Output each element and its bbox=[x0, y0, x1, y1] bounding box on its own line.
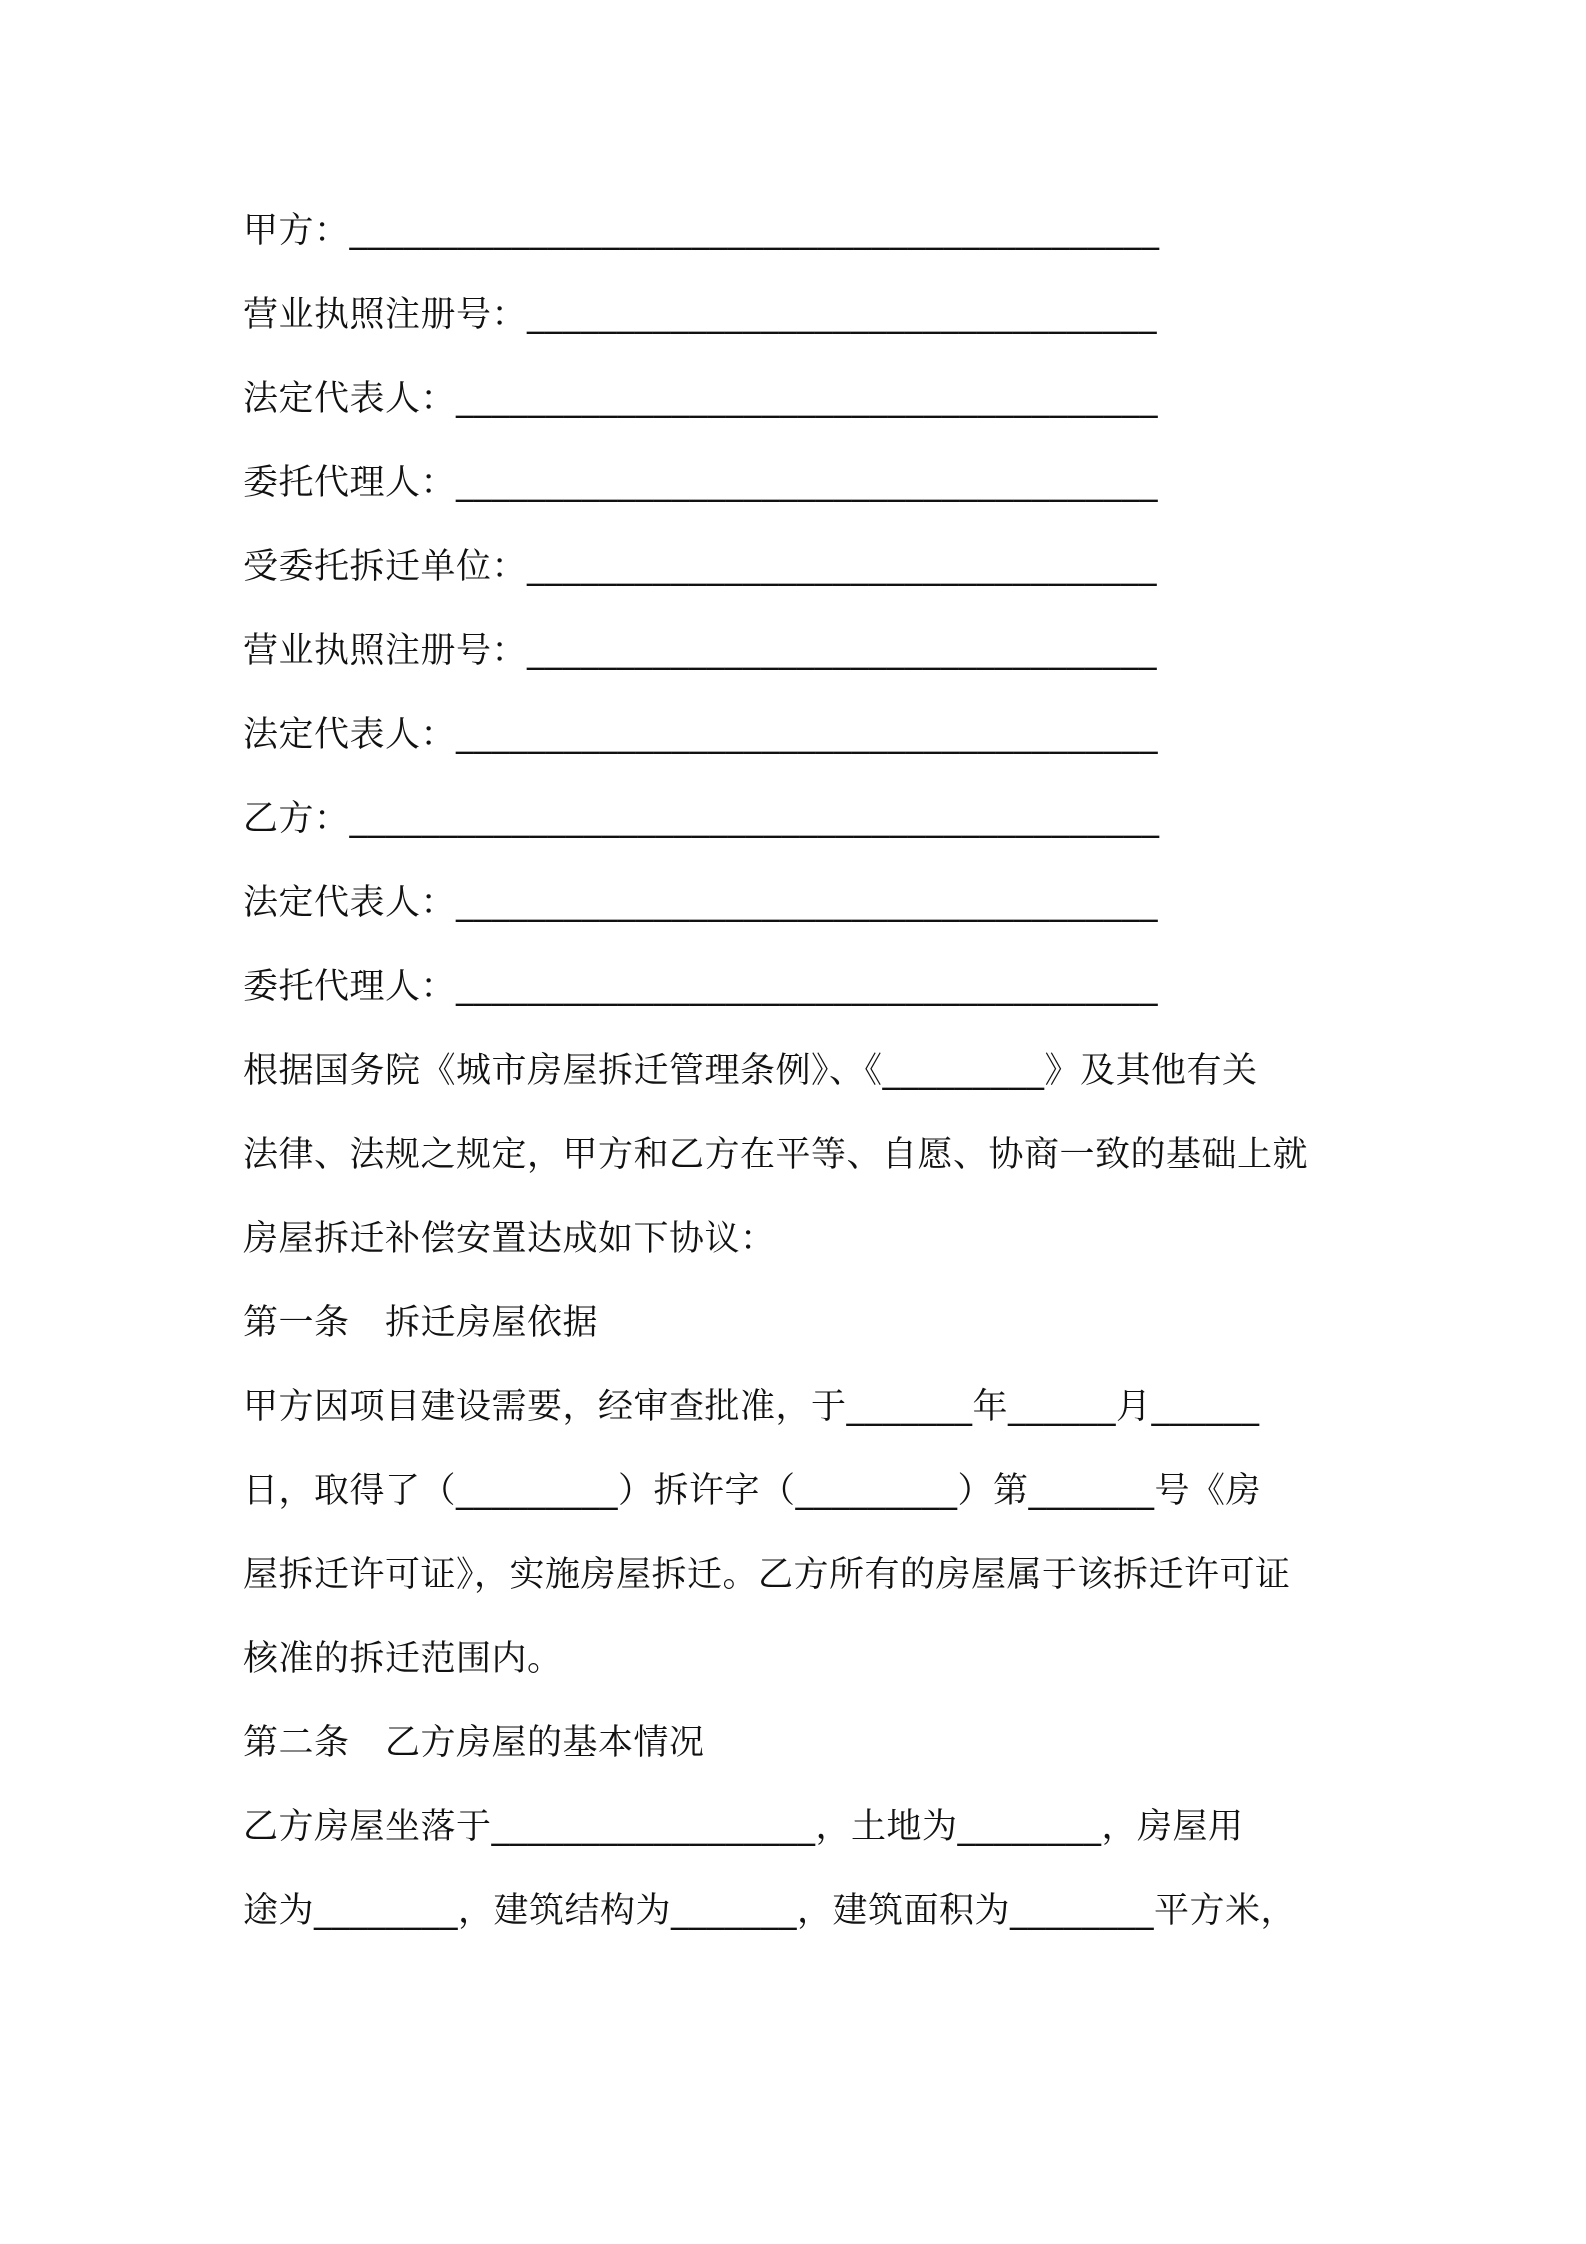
unit-legal-representative-field: 法定代表人：_______________________________________ bbox=[243, 715, 1159, 755]
article-2-heading: 第二条 乙方房屋的基本情况 bbox=[243, 1723, 705, 1763]
party-a-authorized-agent-field: 委托代理人：_______________________________________ bbox=[243, 463, 1159, 503]
preamble-line-2: 法律、法规之规定，甲方和乙方在平等、自愿、协商一致的基础上就 bbox=[243, 1135, 1309, 1175]
article-1-line-4: 核准的拆迁范围内。 bbox=[243, 1639, 563, 1679]
article-1-line-1: 甲方因项目建设需要，经审查批准，于_______年______月______ bbox=[243, 1387, 1260, 1427]
party-a-business-license-field: 营业执照注册号：___________________________________ bbox=[243, 295, 1158, 335]
article-1-line-3: 屋拆迁许可证》，实施房屋拆迁。乙方所有的房屋属于该拆迁许可证 bbox=[243, 1555, 1291, 1595]
party-b-authorized-agent-field: 委托代理人：_______________________________________ bbox=[243, 967, 1159, 1007]
party-a-field: 甲方：_____________________________________________ bbox=[243, 211, 1160, 251]
article-2-line-1: 乙方房屋坐落于__________________，土地为________，房屋用 bbox=[243, 1807, 1244, 1847]
party-a-legal-representative-field: 法定代表人：_______________________________________ bbox=[243, 379, 1159, 419]
article-1-heading: 第一条 拆迁房屋依据 bbox=[243, 1303, 599, 1343]
entrusted-demolition-unit-field: 受委托拆迁单位：___________________________________ bbox=[243, 547, 1158, 587]
preamble-line-1: 根据国务院《城市房屋拆迁管理条例》、《_________》及其他有关 bbox=[243, 1051, 1258, 1091]
preamble-line-3: 房屋拆迁补偿安置达成如下协议： bbox=[243, 1219, 776, 1259]
unit-business-license-field: 营业执照注册号：___________________________________ bbox=[243, 631, 1158, 671]
article-1-line-2: 日，取得了（_________）拆许字（_________）第_______号《房 bbox=[243, 1471, 1262, 1511]
party-b-legal-representative-field: 法定代表人：_______________________________________ bbox=[243, 883, 1159, 923]
party-b-field: 乙方：_____________________________________________ bbox=[243, 799, 1160, 839]
article-2-line-2: 途为________，建筑结构为_______，建筑面积为________平方米， bbox=[243, 1891, 1297, 1931]
